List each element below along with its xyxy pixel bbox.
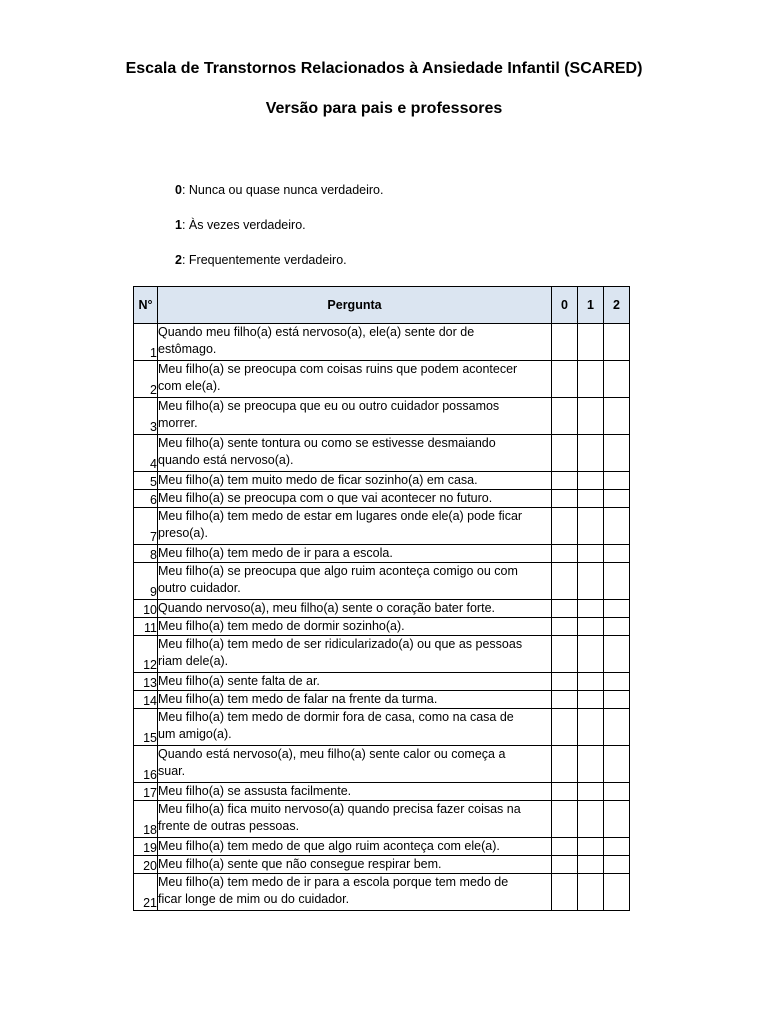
questionnaire-table — [133, 286, 630, 911]
question-line: ficar longe de mim ou do cuidador. — [158, 892, 350, 906]
question-line: preso(a). — [158, 526, 209, 540]
answer-cell-0[interactable] — [552, 361, 578, 398]
question-line: Meu filho(a) tem medo de ser ridicularizado(a) ou que as pessoas — [158, 637, 523, 651]
table-row — [134, 361, 630, 398]
answer-cell-2[interactable] — [604, 709, 630, 746]
question-number: 18 — [134, 801, 158, 838]
table-row — [134, 563, 630, 600]
answer-cell-1[interactable] — [578, 490, 604, 508]
question-line: com ele(a). — [158, 379, 221, 393]
answer-cell-0[interactable] — [552, 838, 578, 856]
legend-key: 1 — [175, 218, 182, 232]
answer-cell-2[interactable] — [604, 618, 630, 636]
question-number: 5 — [134, 472, 158, 490]
question-line: estômago. — [158, 342, 217, 356]
answer-cell-2[interactable] — [604, 838, 630, 856]
question-number: 7 — [134, 508, 158, 545]
answer-cell-1[interactable] — [578, 709, 604, 746]
table-row — [134, 545, 630, 563]
question-line: Meu filho(a) tem medo de falar na frente da turma. — [158, 692, 438, 706]
document-subtitle: Versão para pais e professores — [265, 100, 503, 117]
question-text — [158, 490, 552, 508]
question-number: 12 — [134, 636, 158, 673]
answer-cell-0[interactable] — [552, 563, 578, 600]
legend-text: : Às vezes verdadeiro. — [181, 218, 306, 232]
answer-cell-0[interactable] — [552, 709, 578, 746]
answer-cell-1[interactable] — [578, 508, 604, 545]
question-text — [158, 636, 552, 673]
legend-item-1 — [175, 217, 383, 252]
answer-cell-0[interactable] — [552, 746, 578, 783]
question-line: Meu filho(a) se assusta facilmente. — [158, 784, 352, 798]
answer-cell-0[interactable] — [552, 856, 578, 874]
answer-cell-1[interactable] — [578, 618, 604, 636]
question-text — [158, 783, 552, 801]
answer-cell-0[interactable] — [552, 783, 578, 801]
header-score-2: 2 — [604, 287, 630, 324]
answer-cell-2[interactable] — [604, 801, 630, 838]
answer-cell-2[interactable] — [604, 563, 630, 600]
table-row — [134, 618, 630, 636]
question-text — [158, 746, 552, 783]
answer-cell-0[interactable] — [552, 435, 578, 472]
question-text — [158, 600, 552, 618]
question-number: 1 — [134, 324, 158, 361]
question-line: frente de outras pessoas. — [158, 819, 300, 833]
question-number: 16 — [134, 746, 158, 783]
answer-cell-1[interactable] — [578, 691, 604, 709]
answer-cell-0[interactable] — [552, 691, 578, 709]
question-number: 20 — [134, 856, 158, 874]
question-line: Meu filho(a) sente falta de ar. — [158, 674, 320, 688]
answer-cell-2[interactable] — [604, 361, 630, 398]
answer-cell-1[interactable] — [578, 636, 604, 673]
answer-cell-0[interactable] — [552, 490, 578, 508]
question-text — [158, 508, 552, 545]
legend-key: 0 — [175, 183, 182, 197]
question-number: 6 — [134, 490, 158, 508]
question-text — [158, 472, 552, 490]
answer-cell-1[interactable] — [578, 874, 604, 911]
legend-item-0 — [175, 182, 383, 217]
answer-cell-2[interactable] — [604, 398, 630, 435]
answer-cell-2[interactable] — [604, 435, 630, 472]
question-text — [158, 361, 552, 398]
answer-cell-2[interactable] — [604, 874, 630, 911]
header-question: Pergunta — [158, 287, 552, 324]
answer-cell-0[interactable] — [552, 472, 578, 490]
question-text — [158, 618, 552, 636]
question-line: Meu filho(a) tem muito medo de ficar sozinho(a) em casa. — [158, 473, 478, 487]
question-text — [158, 691, 552, 709]
question-number: 3 — [134, 398, 158, 435]
answer-cell-1[interactable] — [578, 435, 604, 472]
answer-cell-2[interactable] — [604, 324, 630, 361]
question-text — [158, 563, 552, 600]
table-row — [134, 435, 630, 472]
table-row — [134, 398, 630, 435]
answer-legend — [175, 182, 383, 287]
question-text — [158, 856, 552, 874]
header-score-0: 0 — [552, 287, 578, 324]
answer-cell-2[interactable] — [604, 508, 630, 545]
table-row — [134, 856, 630, 874]
question-line: quando está nervoso(a). — [158, 453, 294, 467]
question-number: 10 — [134, 600, 158, 618]
answer-cell-2[interactable] — [604, 636, 630, 673]
answer-cell-1[interactable] — [578, 801, 604, 838]
question-text — [158, 709, 552, 746]
answer-cell-2[interactable] — [604, 545, 630, 563]
question-line: riam dele(a). — [158, 654, 229, 668]
question-line: Quando nervoso(a), meu filho(a) sente o coração bater forte. — [158, 601, 495, 615]
table-row — [134, 600, 630, 618]
question-text — [158, 324, 552, 361]
question-number: 8 — [134, 545, 158, 563]
legend-key: 2 — [175, 253, 182, 267]
question-number: 13 — [134, 673, 158, 691]
header-number: N° — [134, 287, 158, 324]
answer-cell-2[interactable] — [604, 746, 630, 783]
question-text — [158, 545, 552, 563]
question-number: 17 — [134, 783, 158, 801]
legend-text: : Nunca ou quase nunca verdadeiro. — [181, 183, 384, 197]
question-line: outro cuidador. — [158, 581, 241, 595]
answer-cell-0[interactable] — [552, 545, 578, 563]
question-text — [158, 874, 552, 911]
question-text — [158, 838, 552, 856]
answer-cell-1[interactable] — [578, 856, 604, 874]
question-line: Meu filho(a) sente tontura ou como se estivesse desmaiando — [158, 436, 496, 450]
answer-cell-2[interactable] — [604, 691, 630, 709]
question-number: 4 — [134, 435, 158, 472]
question-number: 15 — [134, 709, 158, 746]
question-line: Meu filho(a) sente que não consegue respirar bem. — [158, 857, 442, 871]
table-row — [134, 874, 630, 911]
answer-cell-0[interactable] — [552, 324, 578, 361]
question-line: Quando meu filho(a) está nervoso(a), ele(a) sente dor de — [158, 325, 475, 339]
answer-cell-0[interactable] — [552, 508, 578, 545]
question-line: Meu filho(a) tem medo de ir para a escola. — [158, 546, 393, 560]
document-title: Escala de Transtornos Relacionados à Ansiedade Infantil (SCARED) — [125, 60, 643, 77]
question-number: 2 — [134, 361, 158, 398]
table-header-row — [134, 287, 630, 324]
table-row — [134, 746, 630, 783]
answer-cell-0[interactable] — [552, 673, 578, 691]
question-line: Quando está nervoso(a), meu filho(a) sente calor ou começa a — [158, 747, 506, 761]
header-score-1: 1 — [578, 287, 604, 324]
answer-cell-2[interactable] — [604, 600, 630, 618]
table-row — [134, 472, 630, 490]
answer-cell-2[interactable] — [604, 673, 630, 691]
question-number: 14 — [134, 691, 158, 709]
question-line: Meu filho(a) tem medo de dormir sozinho(a). — [158, 619, 405, 633]
answer-cell-0[interactable] — [552, 600, 578, 618]
question-line: Meu filho(a) se preocupa com o que vai acontecer no futuro. — [158, 491, 493, 505]
question-number: 21 — [134, 874, 158, 911]
answer-cell-1[interactable] — [578, 563, 604, 600]
table-row — [134, 636, 630, 673]
question-line: Meu filho(a) se preocupa que eu ou outro cuidador possamos — [158, 399, 500, 413]
answer-cell-0[interactable] — [552, 801, 578, 838]
table-row — [134, 838, 630, 856]
question-text — [158, 801, 552, 838]
answer-cell-1[interactable] — [578, 746, 604, 783]
answer-cell-0[interactable] — [552, 874, 578, 911]
answer-cell-1[interactable] — [578, 545, 604, 563]
question-text — [158, 673, 552, 691]
answer-cell-1[interactable] — [578, 838, 604, 856]
table-row — [134, 324, 630, 361]
question-text — [158, 435, 552, 472]
answer-cell-0[interactable] — [552, 398, 578, 435]
question-line: Meu filho(a) tem medo de ir para a escola porque tem medo de — [158, 875, 509, 889]
answer-cell-0[interactable] — [552, 618, 578, 636]
table-row — [134, 691, 630, 709]
question-line: Meu filho(a) se preocupa com coisas ruins que podem acontecer — [158, 362, 518, 376]
table-row — [134, 801, 630, 838]
question-line: Meu filho(a) tem medo de estar em lugares onde ele(a) pode ficar — [158, 509, 523, 523]
question-line: Meu filho(a) se preocupa que algo ruim aconteça comigo ou com — [158, 564, 518, 578]
table-row — [134, 490, 630, 508]
legend-text: : Frequentemente verdadeiro. — [181, 253, 347, 267]
question-text — [158, 398, 552, 435]
answer-cell-2[interactable] — [604, 490, 630, 508]
table-row — [134, 508, 630, 545]
question-number: 19 — [134, 838, 158, 856]
answer-cell-0[interactable] — [552, 636, 578, 673]
answer-cell-2[interactable] — [604, 472, 630, 490]
table-body — [134, 324, 630, 911]
table-row — [134, 783, 630, 801]
question-number: 11 — [134, 618, 158, 636]
answer-cell-1[interactable] — [578, 324, 604, 361]
question-line: um amigo(a). — [158, 727, 232, 741]
question-line: morrer. — [158, 416, 198, 430]
table-row — [134, 673, 630, 691]
legend-item-2 — [175, 252, 383, 287]
answer-cell-1[interactable] — [578, 673, 604, 691]
answer-cell-1[interactable] — [578, 398, 604, 435]
answer-cell-1[interactable] — [578, 361, 604, 398]
answer-cell-1[interactable] — [578, 600, 604, 618]
answer-cell-2[interactable] — [604, 783, 630, 801]
answer-cell-1[interactable] — [578, 783, 604, 801]
question-line: Meu filho(a) tem medo de que algo ruim aconteça com ele(a). — [158, 839, 500, 853]
table-row — [134, 709, 630, 746]
question-line: Meu filho(a) tem medo de dormir fora de casa, como na casa de — [158, 710, 514, 724]
question-line: Meu filho(a) fica muito nervoso(a) quando precisa fazer coisas na — [158, 802, 521, 816]
answer-cell-2[interactable] — [604, 856, 630, 874]
question-number: 9 — [134, 563, 158, 600]
question-line: suar. — [158, 764, 186, 778]
answer-cell-1[interactable] — [578, 472, 604, 490]
